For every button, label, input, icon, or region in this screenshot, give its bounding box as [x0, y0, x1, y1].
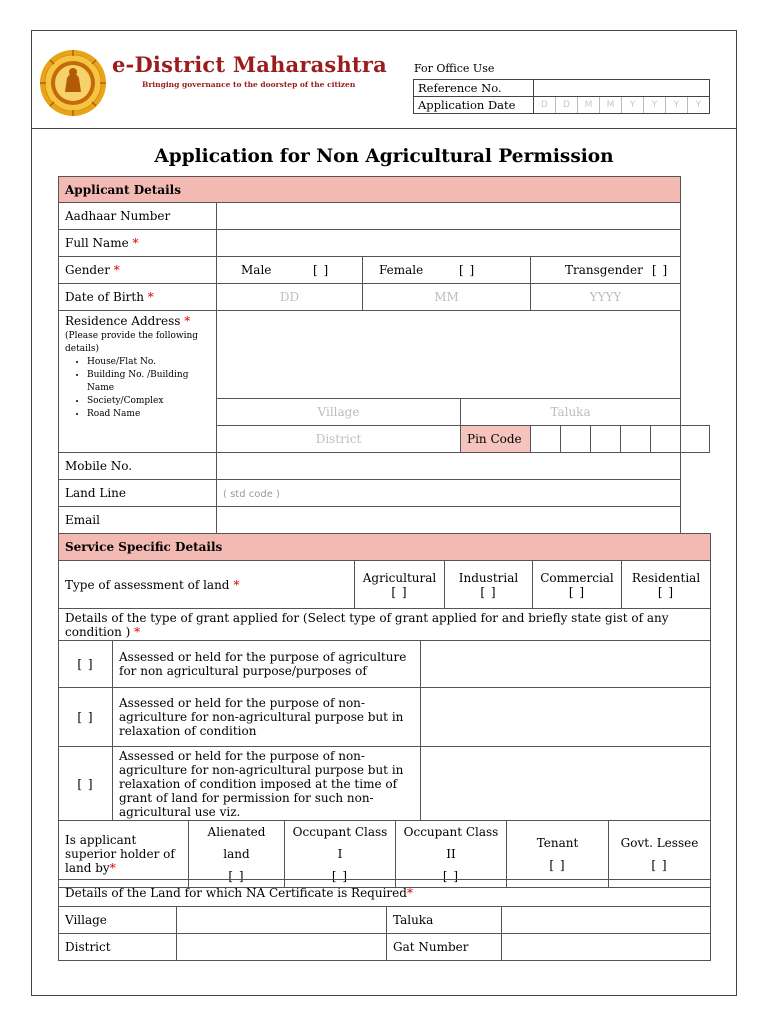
email-field[interactable]: [217, 507, 681, 534]
dob-month-field[interactable]: MM: [363, 284, 531, 311]
assessment-label: Type of assessment of land *: [59, 561, 355, 609]
land-district-field[interactable]: [177, 934, 387, 961]
application-date-label: Application Date: [414, 97, 534, 114]
residence-address-field[interactable]: [217, 311, 681, 399]
brand-tagline: Bringing governance to the doorstep of the citizen: [142, 80, 356, 89]
mobile-field[interactable]: [217, 453, 681, 480]
assessment-option-commercial[interactable]: Commercial [ ]: [533, 561, 622, 609]
land-village-field[interactable]: [177, 907, 387, 934]
address-items-list: [87, 356, 210, 421]
land-taluka-label: Taluka: [387, 907, 502, 934]
pin-code-label: Pin Code: [461, 426, 531, 453]
office-use-table: [413, 79, 710, 114]
maharashtra-seal-icon: [38, 48, 108, 118]
grant-option-1-checkbox[interactable]: [ ]: [59, 641, 113, 688]
grant-option-3-text: Assessed or held for the purpose of non-agriculture for non-agricultural purpose but in relaxation of condition imposed at the time of grant of land for permission for such non- agricultural use viz.: [113, 747, 421, 821]
applicant-details-table: [58, 176, 710, 534]
header-divider: [31, 128, 737, 129]
address-item: • Building No. /Building Name: [87, 369, 210, 395]
pin-code-digit-6[interactable]: [681, 426, 710, 453]
address-district-field[interactable]: District: [217, 426, 461, 453]
brand-title: e-District Maharashtra: [112, 52, 387, 77]
address-item: • House/Flat No.: [87, 356, 210, 369]
landline-field[interactable]: [217, 480, 681, 507]
mobile-label: Mobile No.: [59, 453, 217, 480]
dob-label: Date of Birth *: [59, 284, 217, 311]
pin-code-digit-4[interactable]: [621, 426, 651, 453]
address-note: (Please provide the following details): [65, 331, 199, 354]
residence-address-label: Residence Address * (Please provide the following details) • House/Flat No. • Building No. /Building Name • Society/Complex • Road Name: [59, 311, 217, 453]
date-cell-2[interactable]: D: [555, 97, 577, 113]
gender-label: Gender *: [59, 257, 217, 284]
application-date-field[interactable]: [534, 97, 710, 114]
applicant-details-heading: Applicant Details: [59, 177, 681, 203]
assessment-option-residential[interactable]: Residential [ ]: [622, 561, 711, 609]
reference-no-field[interactable]: [534, 80, 710, 97]
grant-option-2-text: Assessed or held for the purpose of non-agriculture for non-agricultural purpose but in relaxation of condition: [113, 688, 421, 747]
land-district-label: District: [59, 934, 177, 961]
dob-year-field[interactable]: YYYY: [531, 284, 681, 311]
holder-option-govt-lessee[interactable]: Govt. Lessee [ ]: [609, 821, 711, 888]
land-village-label: Village: [59, 907, 177, 934]
email-label: Email: [59, 507, 217, 534]
holder-type-table: [58, 820, 711, 888]
date-cell-3[interactable]: M: [577, 97, 599, 113]
land-taluka-field[interactable]: [502, 907, 711, 934]
date-cell-6[interactable]: Y: [643, 97, 665, 113]
aadhaar-label: Aadhaar Number: [59, 203, 217, 230]
address-village-field[interactable]: Village: [217, 399, 461, 426]
grant-type-label: Details of the type of grant applied for (Select type of grant applied for and briefly state gist of any condition ) *: [59, 609, 711, 641]
gat-number-field[interactable]: [502, 934, 711, 961]
land-details-label: Details of the Land for which NA Certificate is Required*: [59, 880, 711, 907]
pin-code-digit-5[interactable]: [651, 426, 681, 453]
grant-option-1-text: Assessed or held for the purpose of agriculture for non agricultural purpose/purposes of: [113, 641, 421, 688]
address-taluka-field[interactable]: Taluka: [461, 399, 681, 426]
land-details-table: [58, 879, 711, 961]
form-title: Application for Non Agricultural Permission: [154, 146, 614, 167]
address-item: • Society/Complex: [87, 395, 210, 408]
grant-option-2-checkbox[interactable]: [ ]: [59, 688, 113, 747]
aadhaar-field[interactable]: [217, 203, 681, 230]
holder-option-occupant-class-1[interactable]: Occupant Class I [ ]: [285, 821, 396, 888]
date-cell-1[interactable]: D: [541, 100, 548, 110]
landline-std-placeholder: ( std code ): [223, 489, 280, 500]
service-assessment-table: [58, 533, 711, 641]
holder-option-tenant[interactable]: Tenant [ ]: [507, 821, 609, 888]
pin-code-digit-2[interactable]: [561, 426, 591, 453]
holder-label: Is applicant superior holder of land by*: [59, 821, 189, 888]
assessment-option-industrial[interactable]: Industrial [ ]: [445, 561, 533, 609]
holder-option-occupant-class-2[interactable]: Occupant Class II [ ]: [396, 821, 507, 888]
holder-option-alienated-land[interactable]: Alienated land [ ]: [189, 821, 285, 888]
gat-number-label: Gat Number: [387, 934, 502, 961]
pin-code-digit-1[interactable]: [531, 426, 561, 453]
gender-option-male[interactable]: Male [ ]: [217, 257, 363, 284]
grant-option-2-condition-field[interactable]: [421, 688, 711, 747]
full-name-field[interactable]: [217, 230, 681, 257]
grant-option-3-checkbox[interactable]: [ ]: [59, 747, 113, 821]
grant-option-1-condition-field[interactable]: [421, 641, 711, 688]
service-details-heading: Service Specific Details: [59, 534, 711, 561]
date-cell-4[interactable]: M: [599, 97, 621, 113]
address-item: • Road Name: [87, 408, 210, 421]
office-use-label: For Office Use: [414, 62, 495, 75]
date-cell-8[interactable]: Y: [687, 97, 709, 113]
reference-no-label: Reference No.: [414, 80, 534, 97]
date-cell-7[interactable]: Y: [665, 97, 687, 113]
pin-code-digit-3[interactable]: [591, 426, 621, 453]
assessment-option-agricultural[interactable]: Agricultural [ ]: [355, 561, 445, 609]
gender-option-female[interactable]: Female [ ]: [363, 257, 531, 284]
date-cell-5[interactable]: Y: [621, 97, 643, 113]
application-date-cells: [534, 97, 709, 113]
gender-option-transgender[interactable]: Transgender [ ]: [531, 257, 681, 284]
dob-day-field[interactable]: DD: [217, 284, 363, 311]
grant-option-3-condition-field[interactable]: [421, 747, 711, 821]
grant-options-table: [58, 640, 711, 821]
landline-label: Land Line: [59, 480, 217, 507]
full-name-label: Full Name *: [59, 230, 217, 257]
